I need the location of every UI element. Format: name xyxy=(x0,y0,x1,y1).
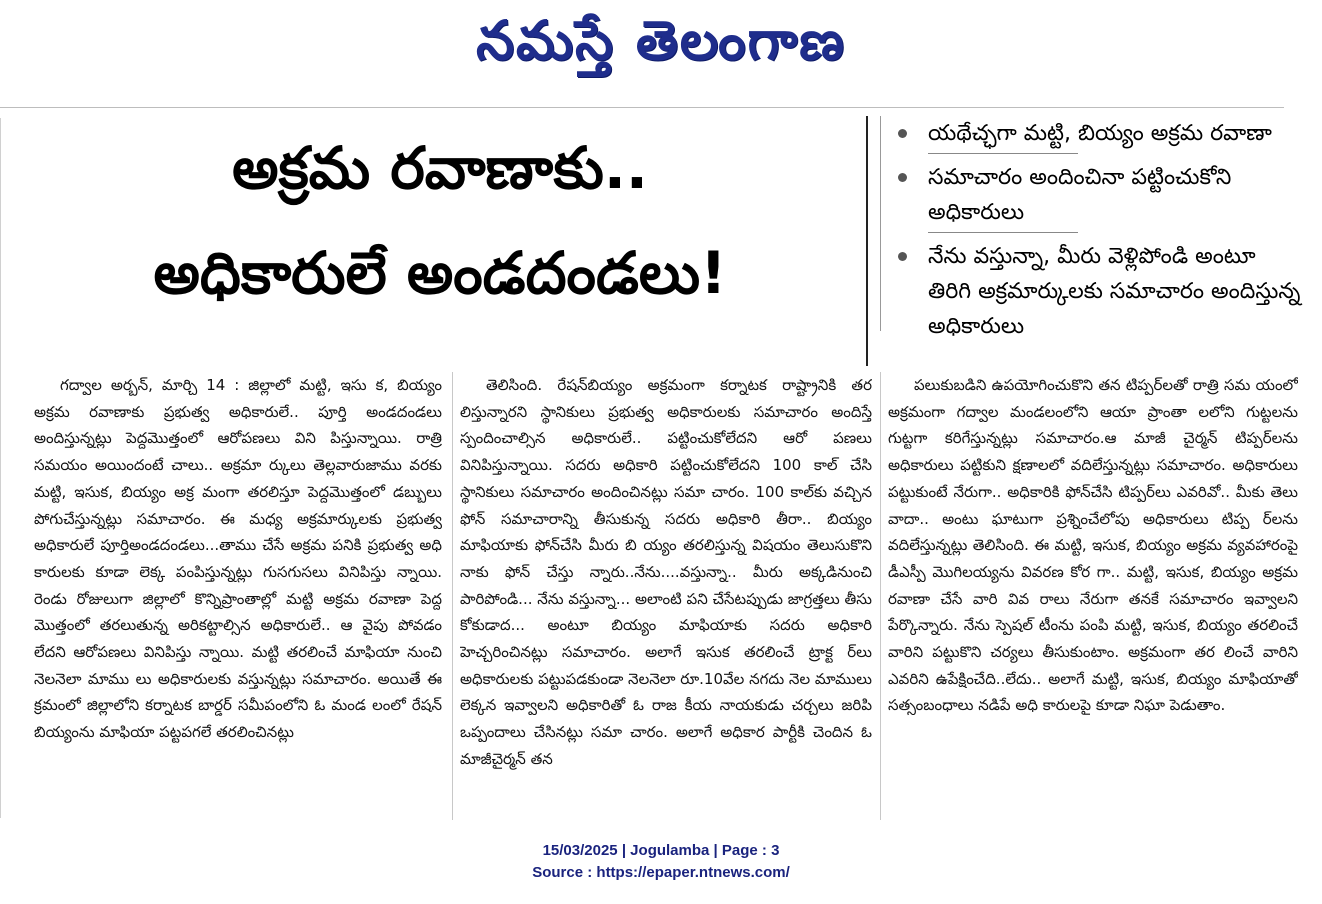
highlights-divider xyxy=(880,116,881,331)
highlights-list xyxy=(892,116,1302,350)
masthead-divider xyxy=(0,107,1284,108)
column-divider xyxy=(880,372,881,820)
article-text: పలుకుబడిని ఉపయోగించుకొని తన టిప్పర్‌లతో రాత్రి సమ యంలో అక్రమంగా గద్వాల మండలంలోని ఆయా ప్రాంతా లలోని గుట్టలను గుట్టగా కరిగేస్తున్నట్లు సమాచారం.ఆ మాజీ చైర్మన్ టిప్పర్‌లను అధికారులు పట్టికుని క్షణాలలో వదిలేస్తున్నట్లు సమాచారం. అధికారులు పట్టుకుంటే నేరుగా.. అధికారికి ఫోన్‌చేసి టిప్పర్‌లు ఎవరివో.. మీకు తెలు వాదా.. అంటు ఘాటుగా ప్రశ్నించేలోపు అధికారులు టిప్ప ర్‌లను వదిలేస్తున్నట్లు తెలిసింది. ఈ మట్టి, ఇసుక, బియ్యం అక్రమ వ్యవహారంపై డీఎస్పీ మొగిలయ్యను వివరణ కోర గా.. మట్టి, ఇసుక, బియ్యం అక్రమ రవాణా చేసే వారి వివ రాలు నేరుగా తనకే సమాచారం ఇవ్వాలని పేర్కొన్నారు. నేను స్పెషల్ టీంను పంపి మట్టి, ఇసుక, బియ్యం తరలించే వారిని పట్టుకొని చర్యలు తీసుకుంటాం. అక్రమంగా తర లించే వారిని ఎవరిని ఉపేక్షించేది..లేదు.. అలాగే మట్టి, ఇసుక, బియ్యం మాఫియాతో సత్సంబంధాలు నడిపే అధి కారులపై కూడా నిఘా పెడుతాం. xyxy=(888,376,1298,715)
edition-info: 15/03/2025 | Jogulamba | Page : 3 xyxy=(542,842,780,859)
article-text: గద్వాల అర్బన్, మార్చి 14 : జిల్లాలో మట్టి, ఇసు క, బియ్యం అక్రమ రవాణాకు ప్రభుత్వ అధికారులే.. పూర్తి అండదండలు అందిస్తున్నట్లు పెద్దమొత్తంలో ఆరోపణలు విని పిస్తున్నాయి. రాత్రి సమయం అయిందంటే చాలు.. అక్రమా ర్కులు తెల్లవారుజాము వరకు మట్టి, ఇసుక, బియ్యం అక్ర మంగా తరలిస్తూ పెద్దమొత్తంలో డబ్బులు పోగుచేస్తున్నట్లు సమాచారం. ఈ మధ్య అక్రమార్కులకు ప్రభుత్వ అధికారులే పూర్తిఅండదండలు...తాము చేసే అక్రమ పనికి ప్రభుత్వ అధి కారులకు కూడా లెక్క పంపిస్తున్నట్లు గుసగుసలు వినిపిస్తు న్నాయి. రెండు రోజులుగా జిల్లాలో కొన్నిప్రాంతాల్లో మట్టి అక్రమ రవాణా పెద్ద మొత్తంలో తరలుతున్న అరికట్టాల్సిన అధికారులే.. ఆ వైపు పోవడం లేదని ఆరోపణలు వినిపిస్తు న్నాయి. మట్టి తరలించే మాఫియా నుంచి నెలనెలా మాము లు అధికారులకు వస్తున్నట్లు సమాచారం. అయితే ఈ క్రమంలో జిల్లాలోని కర్నాటక బార్డర్ సమీపంలోని ఓ మండ లంలో రేషన్ బియ్యంను మాఫియా పట్టపగలే తరలించినట్లు xyxy=(34,376,442,742)
page-footer xyxy=(0,840,1322,884)
column-divider xyxy=(452,372,453,820)
article-column-1 xyxy=(34,372,442,820)
article-text: తెలిసింది. రేషన్‌బియ్యం అక్రమంగా కర్నాటక రాష్ట్రానికి తర లిస్తున్నారని స్థానికులు ప్రభుత్వ అధికారులకు సమాచారం అందిస్తే స్పందించాల్సిన అధికారులే.. పట్టించుకోలేదని ఆరో పణలు వినిపిస్తున్నాయి. సదరు అధికారి పట్టించుకోలేదని 100 కాల్ చేసి స్థానికులు సమాచారం అందించినట్లు సమా చారం. 100 కాల్‌కు వచ్చిన ఫోన్ సమాచారాన్ని తీసుకున్న సదరు అధికారి తీరా.. బియ్యం మాఫియాకు ఫోన్‌చేసి మీరు బి య్యం తరలిస్తున్న విషయం తెలుసుకొని నాకు ఫోన్ చేస్తు న్నారు..నేను....వస్తున్నా.. మీరు అక్కడినుంచి పారిపోండి... నేను వస్తున్నా... అలాంటి పని చేసేటప్పుడు జాగ్రత్తలు తీసు కోకుడాద... అంటూ బియ్యం మాఫియాకు సదరు అధికారి హెచ్చరించినట్లు సమాచారం. అలాగే ఇసుక తరలించే ట్రాక్ట ర్‌లు అధికారులకు పట్టుపడకుండా నెలనెలా రూ.10వేల నగదు నెల మాములు లెక్కన ఇవ్వాలని అధికారితో ఓ రాజ కీయ నాయకుడు చర్చలు జరిపి ఒప్పందాలు చేసినట్లు సమా చారం. అలాగే అధికార పార్టీకి చెందిన ఓ మాజీచైర్మన్ తన xyxy=(460,376,872,768)
bullet-icon xyxy=(898,173,907,182)
highlight-text: నేను వస్తున్నా, మీరు వెళ్లిపోండి అంటూ తిరిగి అక్రమార్కులకు సమాచారం అందిస్తున్న అధికారులు xyxy=(928,244,1301,339)
newspaper-masthead: నమస్తే తెలంగాణ xyxy=(476,9,846,72)
highlight-item xyxy=(892,239,1302,344)
highlight-separator xyxy=(928,232,1078,233)
article-column-3 xyxy=(888,372,1298,820)
headline-line-1: అక్రమ రవాణాకు.. xyxy=(232,134,648,202)
bullet-icon xyxy=(898,252,907,261)
page-left-edge xyxy=(0,118,1,818)
highlight-text: యథేచ్ఛగా మట్టి, బియ్యం అక్రమ రవాణా xyxy=(928,121,1272,146)
highlight-item xyxy=(892,116,1302,154)
headline-divider xyxy=(866,116,868,366)
highlight-separator xyxy=(928,153,1078,154)
source-link[interactable]: Source : https://epaper.ntnews.com/ xyxy=(532,864,790,881)
headline-line-2: అధికారులే అండదండలు! xyxy=(153,239,727,307)
article-column-2 xyxy=(460,372,872,820)
highlight-text: సమాచారం అందించినా పట్టించుకోని అధికారులు xyxy=(928,165,1232,225)
headline xyxy=(20,118,860,328)
bullet-icon xyxy=(898,129,907,138)
highlight-item xyxy=(892,160,1302,233)
